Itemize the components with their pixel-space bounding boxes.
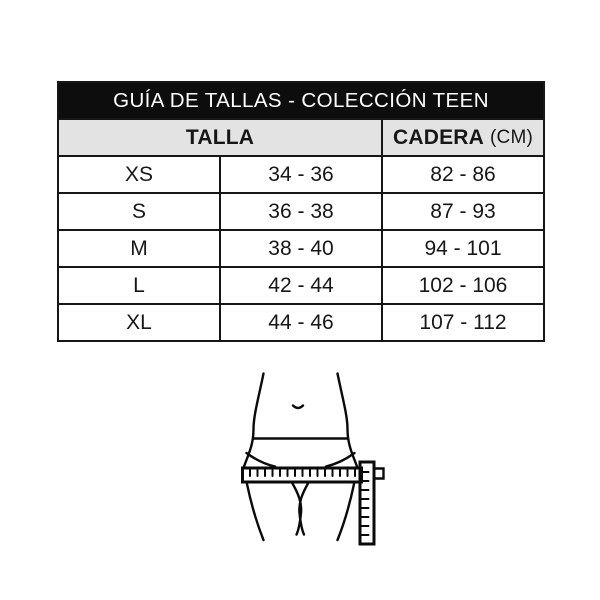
size-cell-s: S [59, 194, 219, 229]
left-thigh-outline [247, 484, 264, 540]
tape-horizontal-ticks [250, 470, 355, 477]
talla-range-cell-m: 38 - 40 [221, 231, 381, 266]
tape-vertical-ticks [362, 472, 369, 535]
talla-range-cell-s: 36 - 38 [221, 194, 381, 229]
column-header-cadera [383, 120, 543, 155]
column-header-talla: TALLA [59, 120, 381, 155]
navel-icon [293, 406, 303, 409]
talla-range-cell-xl: 44 - 46 [221, 305, 381, 340]
left-leg-opening-line [247, 453, 276, 467]
table-title: GUÍA DE TALLAS - COLECCIÓN TEEN [59, 83, 543, 118]
size-cell-xs: XS [59, 157, 219, 192]
size-cell-m: M [59, 231, 219, 266]
size-cell-xl: XL [59, 305, 219, 340]
right-leg-opening-line [326, 453, 355, 467]
cadera-range-cell-s: 87 - 93 [383, 194, 543, 229]
talla-range-cell-xs: 34 - 36 [221, 157, 381, 192]
cadera-unit-label: (CM) [490, 126, 534, 148]
cadera-label: CADERA [392, 125, 485, 149]
size-chart-table [57, 81, 545, 342]
size-cell-l: L [59, 268, 219, 303]
cadera-range-cell-xl: 107 - 112 [383, 305, 543, 340]
talla-range-cell-l: 42 - 44 [221, 268, 381, 303]
tape-end-clip [375, 469, 384, 479]
cadera-range-cell-xs: 82 - 86 [383, 157, 543, 192]
hip-measurement-figure-icon [230, 363, 396, 563]
cadera-range-cell-m: 94 - 101 [383, 231, 543, 266]
right-thigh-outline [338, 484, 355, 540]
cadera-range-cell-l: 102 - 106 [383, 268, 543, 303]
